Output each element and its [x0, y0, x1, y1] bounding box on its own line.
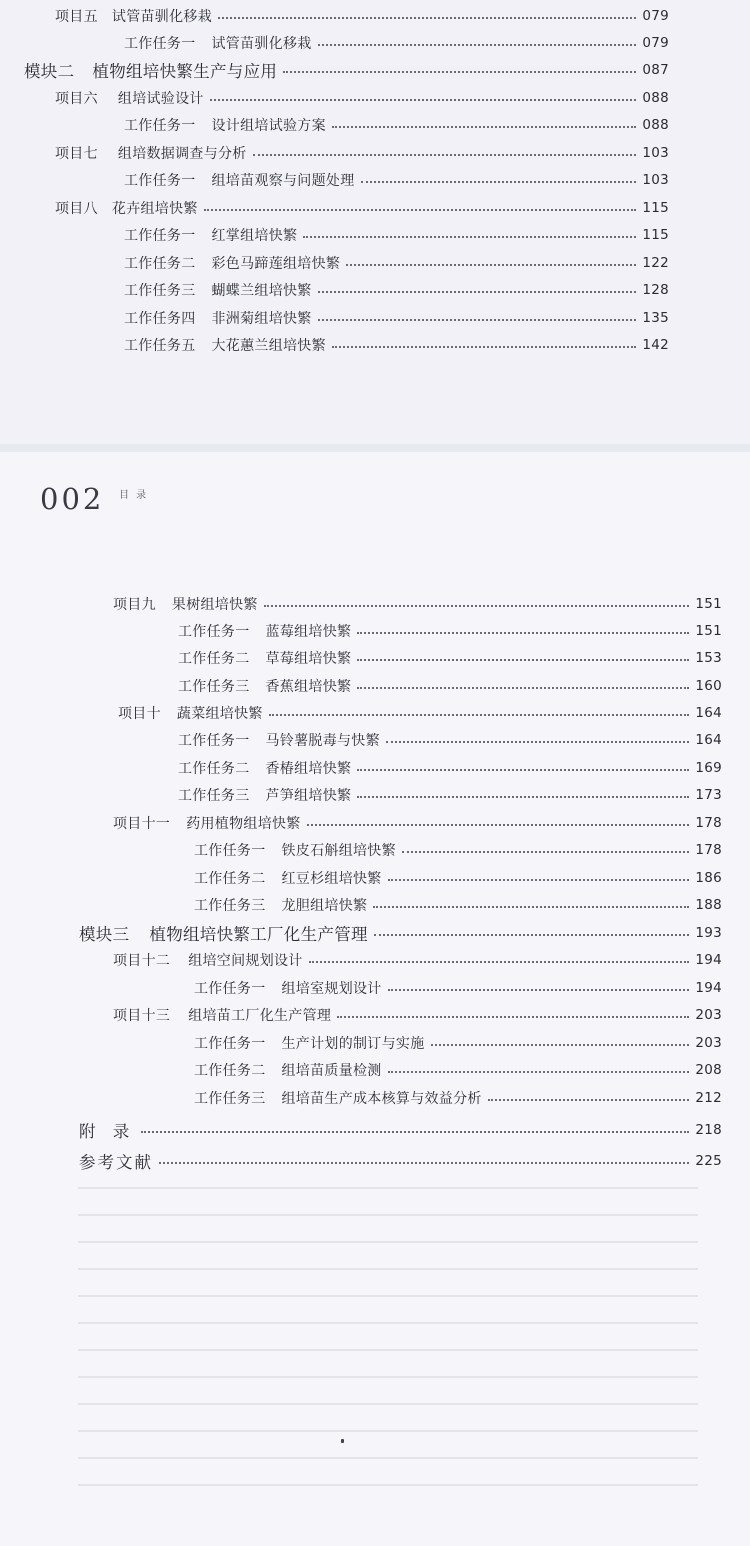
dot-leader [357, 796, 689, 798]
toc-entry-title: 芦笋组培快繁 [265, 788, 352, 804]
toc-entry-label: 工作任务三 [178, 679, 250, 695]
toc-entry-title: 组培苗生产成本核算与效益分析 [281, 1091, 482, 1107]
toc-entry-title: 植物组培快繁生产与应用 [92, 62, 278, 81]
toc-entry-label: 项目十 [118, 706, 161, 722]
toc-entry-label: 项目十一 [113, 816, 171, 832]
toc-entry-page: 218 [695, 1122, 722, 1138]
toc-entry-title: 非洲菊组培快繁 [211, 311, 312, 327]
toc-entry-title: 马铃薯脱毒与快繁 [265, 733, 380, 749]
toc-entry-label: 工作任务三 [194, 898, 266, 914]
toc-entry-project-12[interactable] [113, 948, 722, 972]
dot-leader [488, 1099, 690, 1101]
toc-entry-task[interactable] [194, 866, 722, 890]
toc-entry-references[interactable] [79, 1149, 722, 1173]
toc-entry-task[interactable] [194, 1031, 722, 1055]
toc-entry-label: 项目七 [55, 146, 98, 162]
toc-entry-label: 工作任务一 [178, 624, 250, 640]
toc-entry-title: 香蕉组培快繁 [265, 679, 352, 695]
toc-entry-label: 工作任务一 [194, 1036, 266, 1052]
dot-leader [318, 319, 637, 321]
toc-entry-task[interactable] [124, 168, 669, 192]
toc-entry-project-6[interactable] [55, 86, 669, 110]
toc-entry-task[interactable] [124, 31, 669, 55]
print-speck [341, 1439, 344, 1443]
toc-entry-task[interactable] [194, 838, 722, 862]
toc-entry-page: 160 [695, 678, 722, 694]
toc-entry-label: 附 录 [79, 1122, 136, 1141]
toc-entry-page: 208 [695, 1062, 722, 1078]
toc-entry-title: 大花蕙兰组培快繁 [211, 338, 326, 354]
toc-entry-title: 组培苗观察与问题处理 [211, 173, 355, 189]
toc-entry-task[interactable] [194, 1086, 722, 1110]
toc-entry-page: 188 [695, 897, 722, 913]
toc-entry-task[interactable] [194, 893, 722, 917]
toc-entry-task[interactable] [178, 756, 722, 780]
dot-leader [307, 824, 690, 826]
toc-entry-title: 试管苗驯化移栽 [211, 36, 312, 52]
toc-entry-task[interactable] [178, 674, 722, 698]
toc-entry-label: 工作任务三 [178, 788, 250, 804]
toc-entry-module-2[interactable] [24, 58, 669, 82]
toc-page-2 [0, 452, 750, 1546]
toc-entry-project-5[interactable] [55, 4, 669, 28]
toc-entry-label: 工作任务一 [124, 173, 196, 189]
toc-entry-page: 194 [695, 980, 722, 996]
toc-entry-title: 生产计划的制订与实施 [281, 1036, 425, 1052]
toc-entry-page: 115 [642, 227, 669, 243]
page-folio: 002 [40, 482, 105, 516]
section-label: 目 录 [119, 490, 149, 501]
toc-entry-page: 079 [642, 8, 669, 24]
dot-leader [337, 1016, 689, 1018]
dot-leader [388, 1071, 690, 1073]
bleed-through-lines [78, 1187, 698, 1517]
toc-entry-task[interactable] [178, 728, 722, 752]
toc-entry-label: 工作任务四 [124, 311, 196, 327]
toc-entry-title: 蝴蝶兰组培快繁 [211, 283, 312, 299]
dot-leader [374, 934, 690, 936]
toc-entry-page: 087 [642, 62, 669, 78]
toc-entry-label: 项目八 [55, 201, 98, 217]
dot-leader [318, 44, 637, 46]
toc-entry-task[interactable] [178, 619, 722, 643]
toc-entry-label: 项目五 [55, 9, 98, 25]
dot-leader [373, 906, 689, 908]
dot-leader [431, 1044, 690, 1046]
toc-entry-page: 151 [695, 596, 722, 612]
dot-leader [332, 126, 636, 128]
toc-entry-page: 103 [642, 172, 669, 188]
toc-entry-page: 088 [642, 90, 669, 106]
dot-leader [357, 659, 689, 661]
dot-leader [357, 687, 689, 689]
toc-entry-label: 工作任务一 [194, 981, 266, 997]
toc-entry-page: 203 [695, 1035, 722, 1051]
toc-entry-appendix[interactable] [79, 1118, 722, 1142]
toc-entry-title: 红掌组培快繁 [211, 228, 298, 244]
dot-leader [269, 714, 690, 716]
dot-leader [346, 264, 636, 266]
toc-entry-label: 模块二 [24, 62, 75, 81]
toc-entry-page: 186 [695, 870, 722, 886]
toc-entry-title: 香椿组培快繁 [265, 761, 352, 777]
toc-page-1 [0, 0, 750, 445]
toc-entry-title: 组培室规划设计 [281, 981, 382, 997]
toc-entry-task[interactable] [178, 646, 722, 670]
toc-entry-title: 铁皮石斛组培快繁 [281, 843, 396, 859]
toc-entry-page: 203 [695, 1007, 722, 1023]
toc-entry-page: 142 [642, 337, 669, 353]
toc-entry-label: 工作任务一 [178, 733, 250, 749]
dot-leader [218, 17, 636, 19]
toc-entry-title: 组培苗工厂化生产管理 [188, 1008, 332, 1024]
toc-entry-task[interactable] [194, 1058, 722, 1082]
dot-leader [141, 1131, 689, 1133]
dot-leader [303, 236, 636, 238]
toc-entry-page: 194 [695, 952, 722, 968]
toc-entry-task[interactable] [178, 783, 722, 807]
toc-entry-page: 173 [695, 787, 722, 803]
toc-entry-task[interactable] [124, 278, 669, 302]
dot-leader [388, 989, 690, 991]
toc-entry-title: 蔬菜组培快繁 [176, 706, 263, 722]
toc-entry-project-9[interactable] [113, 592, 722, 616]
toc-entry-label: 项目九 [113, 597, 156, 613]
toc-entry-title: 组培苗质量检测 [281, 1063, 382, 1079]
toc-entry-task[interactable] [124, 251, 669, 275]
toc-entry-project-8[interactable] [55, 196, 669, 220]
toc-entry-page: 178 [695, 815, 722, 831]
dot-leader [159, 1162, 689, 1164]
toc-entry-page: 212 [695, 1090, 722, 1106]
dot-leader [357, 769, 689, 771]
dot-leader [210, 99, 637, 101]
toc-entry-label: 工作任务二 [124, 256, 196, 272]
toc-entry-project-10[interactable] [118, 701, 722, 725]
toc-entry-page: 225 [695, 1153, 722, 1169]
toc-entry-task[interactable] [194, 976, 722, 1000]
dot-leader [388, 879, 690, 881]
toc-entry-page: 151 [695, 623, 722, 639]
toc-entry-label: 工作任务三 [124, 283, 196, 299]
toc-entry-page: 169 [695, 760, 722, 776]
toc-entry-label: 工作任务五 [124, 338, 196, 354]
toc-entry-page: 193 [695, 925, 722, 941]
toc-entry-title: 蓝莓组培快繁 [265, 624, 352, 640]
toc-entry-label: 工作任务一 [124, 118, 196, 134]
toc-entry-project-7[interactable] [55, 141, 669, 165]
toc-entry-title: 果树组培快繁 [171, 597, 258, 613]
toc-entry-label: 项目六 [55, 91, 98, 107]
dot-leader [264, 605, 690, 607]
toc-entry-label: 工作任务二 [178, 651, 250, 667]
toc-entry-project-13[interactable] [113, 1003, 722, 1027]
toc-entry-page: 088 [642, 117, 669, 133]
dot-leader [204, 209, 637, 211]
toc-entry-title: 红豆杉组培快繁 [281, 871, 382, 887]
toc-entry-title: 彩色马蹄莲组培快繁 [211, 256, 341, 272]
toc-entry-title: 设计组培试验方案 [211, 118, 326, 134]
toc-entry-project-11[interactable] [113, 811, 722, 835]
toc-entry-task[interactable] [124, 306, 669, 330]
dot-leader [357, 632, 689, 634]
toc-entry-label: 工作任务一 [124, 36, 196, 52]
dot-leader [361, 181, 637, 183]
toc-entry-label: 项目十三 [113, 1008, 171, 1024]
toc-entry-label: 工作任务二 [178, 761, 250, 777]
toc-entry-label: 工作任务三 [194, 1091, 266, 1107]
toc-entry-page: 079 [642, 35, 669, 51]
toc-entry-page: 153 [695, 650, 722, 666]
dot-leader [309, 961, 690, 963]
dot-leader [318, 291, 637, 293]
toc-entry-title: 组培试验设计 [117, 91, 204, 107]
toc-entry-label: 模块三 [79, 925, 130, 944]
page-gap [0, 444, 750, 452]
toc-entry-page: 164 [695, 705, 722, 721]
toc-entry-module-3[interactable] [79, 921, 722, 945]
toc-entry-title: 组培空间规划设计 [188, 953, 303, 969]
toc-entry-title: 植物组培快繁工厂化生产管理 [149, 925, 368, 944]
toc-entry-title: 药用植物组培快繁 [186, 816, 301, 832]
toc-entry-task[interactable] [124, 113, 669, 137]
toc-entry-title: 试管苗驯化移栽 [111, 9, 213, 25]
toc-entry-page: 135 [642, 310, 669, 326]
toc-entry-label: 工作任务二 [194, 871, 266, 887]
dot-leader [332, 346, 636, 348]
toc-entry-page: 122 [642, 255, 669, 271]
toc-entry-label: 项目十二 [113, 953, 171, 969]
toc-entry-label: 工作任务二 [194, 1063, 266, 1079]
toc-entry-title: 组培数据调查与分析 [117, 146, 247, 162]
dot-leader [386, 741, 689, 743]
toc-entry-page: 128 [642, 282, 669, 298]
toc-entry-label: 工作任务一 [194, 843, 266, 859]
toc-entry-page: 164 [695, 732, 722, 748]
dot-leader [283, 71, 636, 73]
dot-leader [253, 154, 637, 156]
toc-entry-page: 115 [642, 200, 669, 216]
toc-entry-page: 178 [695, 842, 722, 858]
toc-entry-page: 103 [642, 145, 669, 161]
toc-entry-title: 草莓组培快繁 [265, 651, 352, 667]
toc-entry-title: 花卉组培快繁 [111, 201, 198, 217]
dot-leader [402, 851, 689, 853]
toc-entry-task[interactable] [124, 333, 669, 357]
toc-entry-label: 工作任务一 [124, 228, 196, 244]
toc-entry-label: 参考文献 [79, 1153, 153, 1172]
toc-entry-task[interactable] [124, 223, 669, 247]
toc-entry-title: 龙胆组培快繁 [281, 898, 368, 914]
